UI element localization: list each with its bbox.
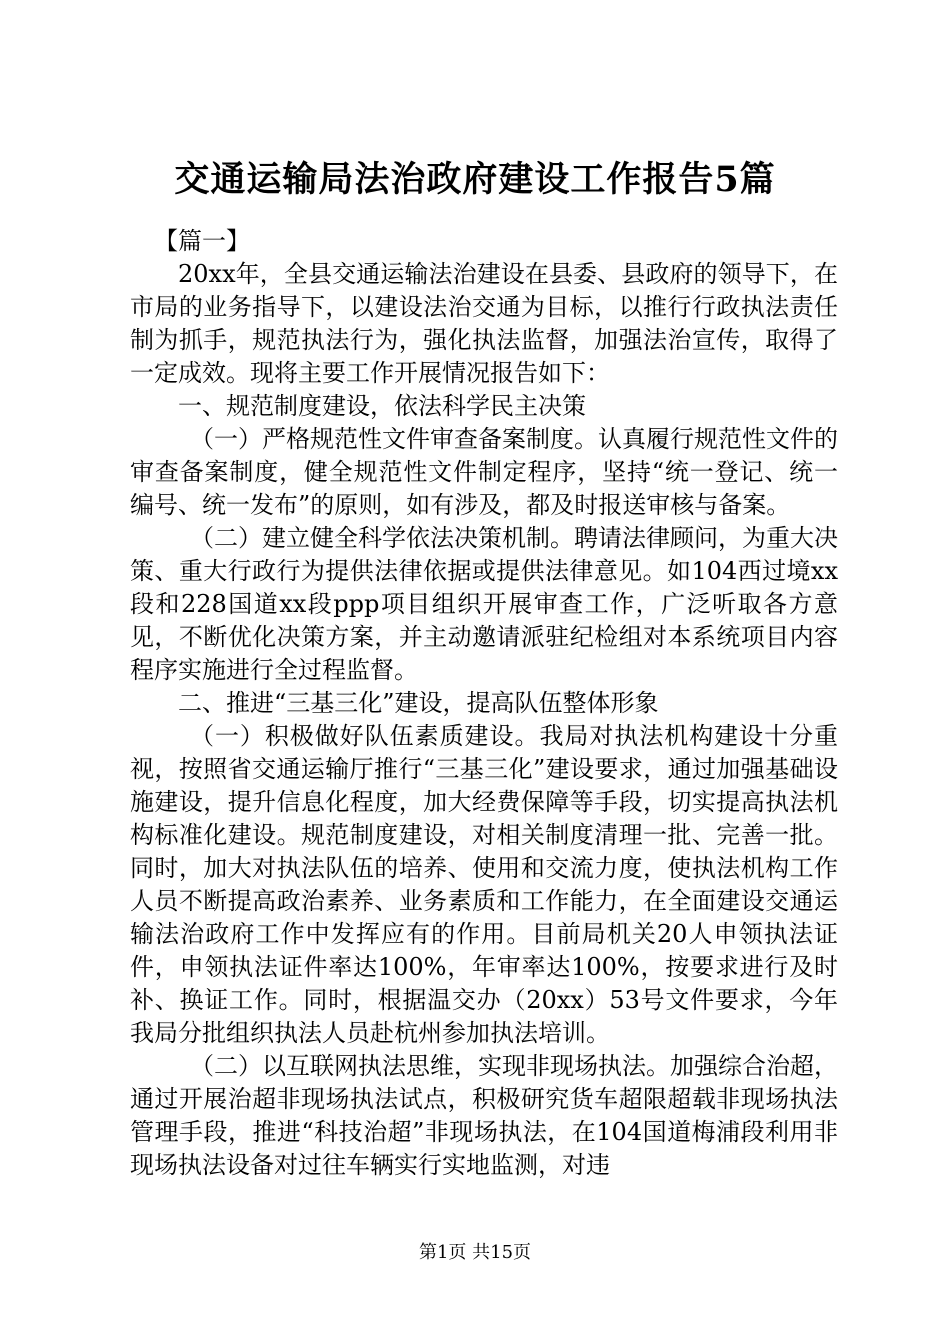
subsection-paragraph: （一）严格规范性文件审查备案制度。认真履行规范性文件的审查备案制度，健全规范性文件制定程序，坚持“统一登记、统一编号、统一发布”的原则，如有涉及，都及时报送审核与备案。 [130,425,838,519]
subsection-paragraph: （一）积极做好队伍素质建设。我局对执法机构建设十分重视，按照省交通运输厅推行“三基三化”建设要求，通过加强基础设施建设，提升信息化程度，加大经费保障等手段，切实提高执法机构标准化建设。规范制度建设，对相关制度清理一批、完善一批。同时，加大对执法队伍的培养、使用和交流力度，使执法机构工作人员不断提高政治素养、业务素质和工作能力，在全面建设交通运输法治政府工作中发挥应有的作用。目前局机关20人申领执法证件，申领执法证件率达100%，年审率达100%，按要求进行及时补、换证工作。同时，根据温交办（20xx）53号文件要求，今年我局分批组织执法人员赴杭州参加执法培训。 [130,722,838,1047]
document-body [130,225,838,1182]
subsection-paragraph: （二）以互联网执法思维，实现非现场执法。加强综合治超，通过开展治超非现场执法试点，积极研究货车超限超载非现场执法管理手段，推进“科技治超”非现场执法，在104国道梅浦段利用非现场执法设备对过往车辆实行实地监测，对违 [130,1052,838,1179]
subsection-paragraph: （二）建立健全科学依法决策机制。聘请法律顾问，为重大决策、重大行政行为提供法律依据或提供法律意见。如104西过境xx段和228国道xx段ppp项目组织开展审查工作，广泛听取各方意见，不断优化决策方案，并主动邀请派驻纪检组对本系统项目内容程序实施进行全过程监督。 [130,524,838,684]
paragraph-intro: 20xx年，全县交通运输法治建设在县委、县政府的领导下，在市局的业务指导下，以建设法治交通为目标，以推行行政执法责任制为抓手，规范执法行为，强化执法监督，加强法治宣传，取得了一定成效。现将主要工作开展情况报告如下： [130,260,838,387]
page-footer: 第1页 共15页 [418,1242,532,1263]
section-tag: 【篇一】 [154,227,250,255]
section-heading-2: 二、推进“三基三化”建设，提高队伍整体形象 [178,689,659,717]
section-heading-1: 一、规范制度建设，依法科学民主决策 [178,392,586,420]
document-title: 交通运输局法治政府建设工作报告5篇 [174,159,776,200]
